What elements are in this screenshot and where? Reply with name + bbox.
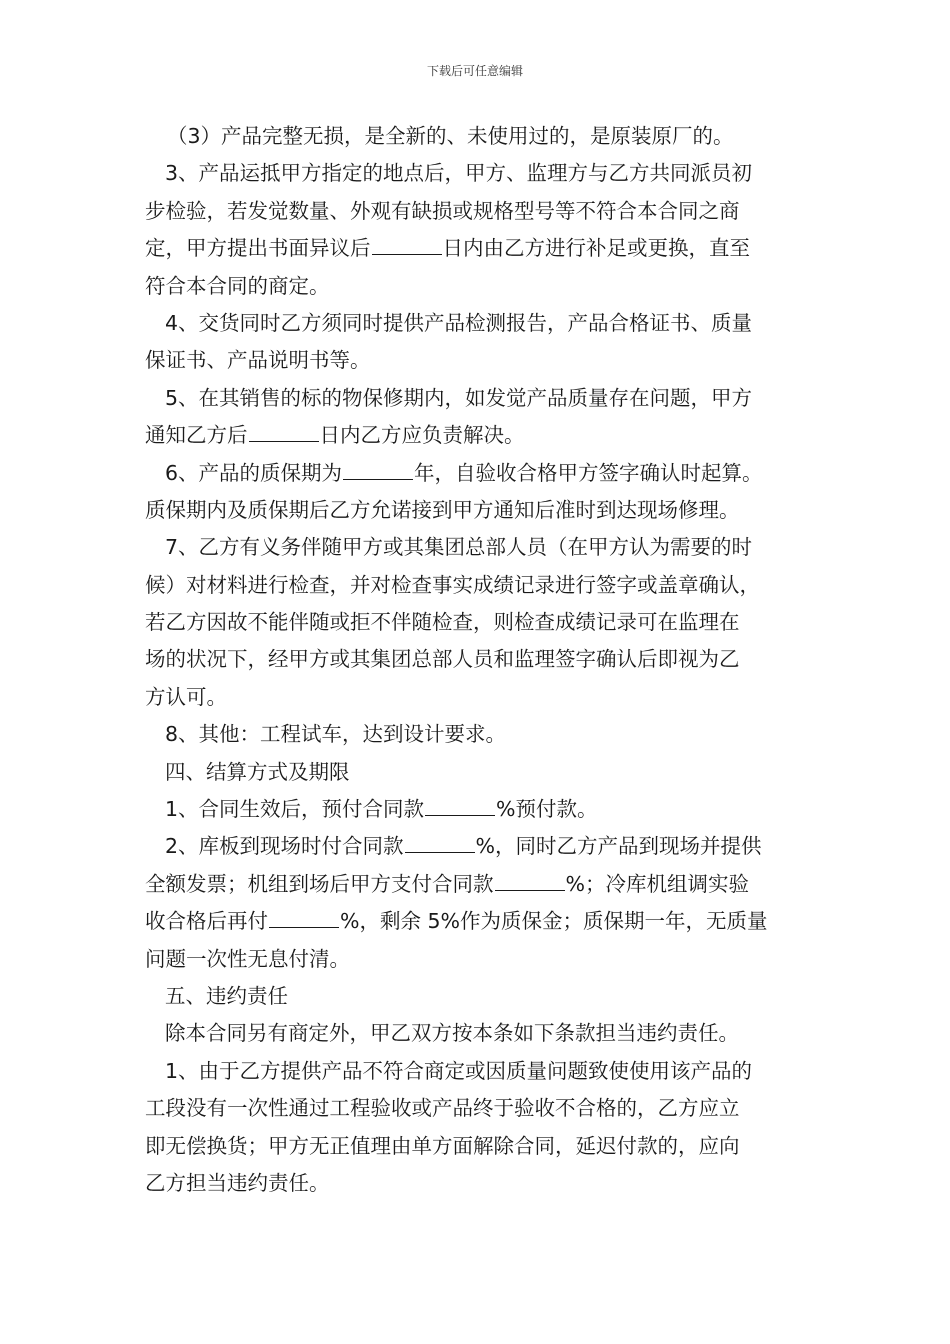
line-text: %预付款。: [496, 797, 598, 822]
line-text: 候）对材料进行检查，并对检查事实成绩记录进行签字或盖章确认，: [145, 572, 760, 597]
paragraph-line: [145, 230, 825, 267]
paragraph-line: [145, 866, 825, 903]
line-text: 7、乙方有义务伴随甲方或其集团总部人员（在甲方认为需要的时: [165, 535, 753, 560]
line-text: 日内由乙方进行补足或更换，直至: [442, 236, 750, 261]
line-text: 工段没有一次性通过工程验收或产品终于验收不合格的，乙方应立: [145, 1096, 740, 1121]
line-text: 收合格后再付: [145, 909, 268, 934]
line-text: %，剩余 5%作为质保金；质保期一年，无质量: [340, 909, 768, 934]
fill-in-blank: [249, 423, 319, 442]
fill-in-blank: [269, 909, 339, 928]
line-text: 质保期内及质保期后乙方允诺接到甲方通知后准时到达现场修理。: [145, 497, 740, 522]
line-text: 四、结算方式及期限: [165, 759, 350, 784]
fill-in-blank: [343, 461, 413, 480]
paragraph-line: [145, 791, 825, 828]
paragraph-line: [145, 641, 825, 678]
paragraph-line: [145, 1015, 825, 1052]
line-text: 场的状况下，经甲方或其集团总部人员和监理签字确认后即视为乙: [145, 647, 740, 672]
line-text: 3、产品运抵甲方指定的地点后，甲方、监理方与乙方共同派员初: [165, 161, 753, 186]
line-text: 1、合同生效后，预付合同款: [165, 797, 425, 822]
line-text: 乙方担当违约责任。: [145, 1170, 330, 1195]
line-text: %，同时乙方产品到现场并提供: [475, 834, 762, 859]
paragraph-line: [145, 1165, 825, 1202]
line-text: 五、违约责任: [165, 983, 288, 1008]
line-text: 若乙方因故不能伴随或拒不伴随检查，则检查成绩记录可在监理在: [145, 610, 740, 635]
paragraph-line: [145, 305, 825, 342]
line-text: 问题一次性无息付清。: [145, 946, 350, 971]
line-text: 5、在其销售的标的物保修期内，如发觉产品质量存在问题，甲方: [165, 385, 753, 410]
paragraph-line: [145, 193, 825, 230]
line-text: 8、其他：工程试车，达到设计要求。: [165, 722, 507, 747]
paragraph-line: [145, 567, 825, 604]
line-text: 4、交货同时乙方须同时提供产品检测报告，产品合格证书、质量: [165, 310, 753, 335]
line-text: 全额发票；机组到场后甲方支付合同款: [145, 871, 494, 896]
paragraph-line: [145, 679, 825, 716]
paragraph-line: [145, 828, 825, 865]
fill-in-blank: [405, 834, 475, 853]
line-text: 定，甲方提出书面异议后: [145, 236, 371, 261]
fill-in-blank: [495, 872, 565, 891]
paragraph-line: [145, 1053, 825, 1090]
paragraph-line: [145, 716, 825, 753]
line-text: 保证书、产品说明书等。: [145, 348, 371, 373]
fill-in-blank: [372, 236, 442, 255]
paragraph-line: [145, 155, 825, 192]
paragraph-line: [145, 268, 825, 305]
paragraph-line: [145, 342, 825, 379]
document-body: [145, 118, 825, 1202]
paragraph-line: [145, 492, 825, 529]
line-text: 2、库板到现场时付合同款: [165, 834, 404, 859]
line-text: 即无偿换货；甲方无正值理由单方面解除合同，延迟付款的，应向: [145, 1133, 740, 1158]
line-text: （3）产品完整无损，是全新的、未使用过的，是原装原厂的。: [167, 124, 734, 148]
paragraph-line: [145, 455, 825, 492]
line-text: 1、由于乙方提供产品不符合商定或因质量问题致使使用该产品的: [165, 1058, 753, 1083]
line-text: 符合本合同的商定。: [145, 273, 330, 298]
paragraph-line: [145, 1090, 825, 1127]
paragraph-line: [145, 754, 825, 791]
paragraph-line: [145, 417, 825, 454]
paragraph-line: [145, 380, 825, 417]
paragraph-line: [145, 118, 825, 155]
paragraph-line: [145, 1128, 825, 1165]
paragraph-line: [145, 529, 825, 566]
page-header: 下载后可任意编辑: [426, 64, 523, 78]
paragraph-line: [145, 978, 825, 1015]
paragraph-line: [145, 604, 825, 641]
line-text: 方认可。: [145, 684, 227, 709]
paragraph-line: [145, 903, 825, 940]
fill-in-blank: [425, 797, 495, 816]
line-text: 通知乙方后: [145, 423, 248, 448]
line-text: 步检验，若发觉数量、外观有缺损或规格型号等不符合本合同之商: [145, 198, 740, 223]
line-text: 年，自验收合格甲方签字确认时起算。: [414, 460, 763, 485]
line-text: 6、产品的质保期为: [165, 460, 343, 485]
line-text: 日内乙方应负责解决。: [319, 423, 525, 448]
paragraph-line: [145, 941, 825, 978]
line-text: %；冷库机组调实验: [565, 871, 749, 896]
line-text: 除本合同另有商定外，甲乙双方按本条如下条款担当违约责任。: [165, 1021, 739, 1046]
